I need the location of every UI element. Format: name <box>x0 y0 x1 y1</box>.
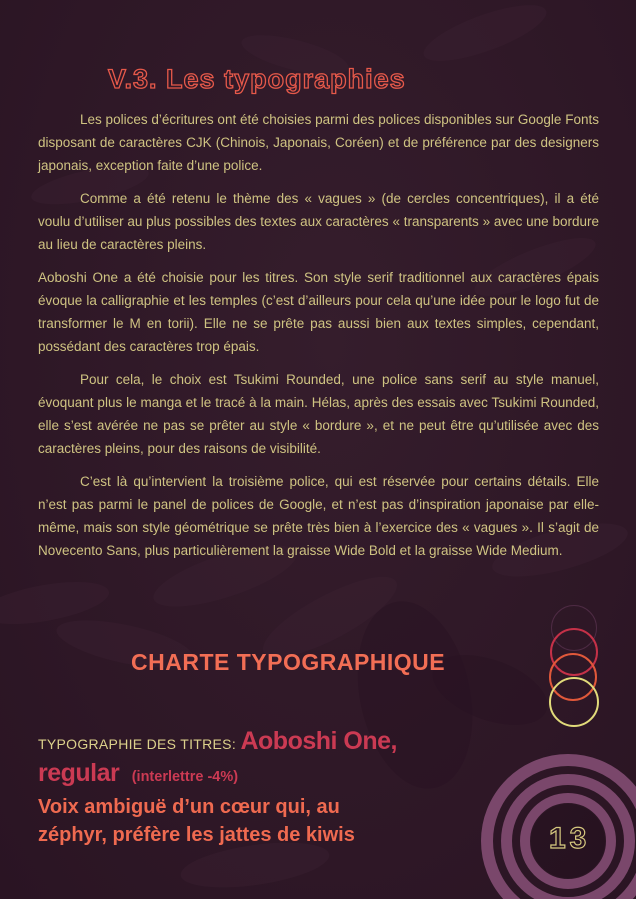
pangram-line-2: zéphyr, préfère les jattes de kiwis <box>38 824 355 846</box>
page-number: 13 <box>549 822 591 855</box>
pangram-line-1: Voix ambiguë d’un cœur qui, au <box>38 796 340 818</box>
specimen-label: TYPOGRAPHIE DES TITRES: <box>38 736 237 752</box>
specimen-line-2 <box>38 759 513 788</box>
leaf-icon <box>418 0 552 72</box>
section-title: V.3. Les typographies <box>108 64 406 94</box>
paragraph-tsukimi-rounded: Pour cela, le choix est Tsukimi Rounded, une police sans serif au style manuel, évoquant plus le manga et le tracé à la main. Hélas, après des essais avec Tsukimi Rounded, elle s’est avérée ne pas se prêter au style « bordure », et ne peut être qu’utilisée avec des caractères pleins, pour des raisons de visibilité. <box>38 372 599 456</box>
charte-typographique-heading: CHARTE TYPOGRAPHIQUE <box>131 649 446 675</box>
body-text <box>38 108 599 572</box>
typography-specimen <box>38 727 513 849</box>
specimen-line-1 <box>38 727 513 756</box>
pangram-sample <box>38 793 513 849</box>
specimen-weight: regular <box>38 759 120 787</box>
paragraph-aoboshi-one: Aoboshi One a été choisie pour les titres. Son style serif traditionnel aux caractères épais évoque la calligraphie et les temples (c’est d’ailleurs pour cela qu’une idée pour le logo fut de transformer le M en torii). Elle ne se prête pas aussi bien aux textes simples, cependant, possédant des caractères trop épais. <box>38 270 599 354</box>
specimen-tracking-note: (interlettre -4%) <box>131 769 239 785</box>
paragraph-novecento-sans: C’est là qu’intervient la troisième police, qui est réservée pour certains détails. Elle n’est pas parmi le panel de polices de Google, et n’est pas d’inspiration japonaise par elle-même, mais son style géométrique se prête très bien à l’exercice des « vagues ». Il s’agit de Novecento Sans, plus particulièrement la graisse Wide Bold et la graisse Wide Medium. <box>38 474 599 558</box>
paragraph-vagues-theme: Comme a été retenu le thème des « vagues » (de cercles concentriques), il a été voulu d’utiliser au plus possibles des textes aux caractères « transparents » avec une bordure au lieu de caractères pleins. <box>38 191 599 252</box>
specimen-font-name: Aoboshi One, <box>240 727 397 755</box>
paragraph-google-fonts: Les polices d’écritures ont été choisies parmi des polices disponibles sur Google Fonts disposant de caractères CJK (Chinois, Japonais, Coréen) et de préférence par des designers japonais, exception faite d’une police. <box>38 112 599 173</box>
yellow-circle-icon <box>549 677 599 727</box>
